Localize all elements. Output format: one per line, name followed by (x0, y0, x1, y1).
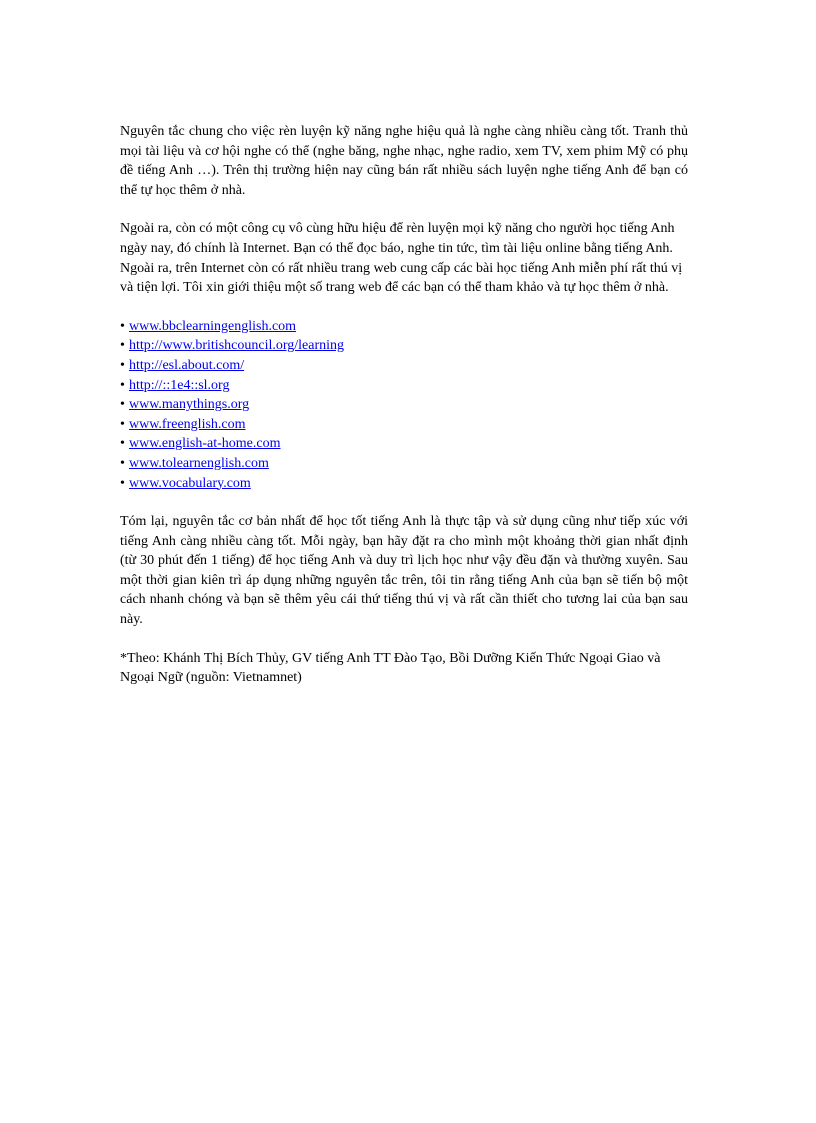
bullet-icon: • (120, 338, 125, 354)
link-manythings[interactable]: www.manythings.org (129, 397, 250, 413)
link-esl-about[interactable]: http://esl.about.com/ (129, 357, 245, 373)
bullet-icon: • (120, 455, 125, 471)
list-item (120, 376, 688, 396)
link-freenglish[interactable]: www.freenglish.com (129, 416, 246, 432)
list-item (120, 395, 688, 415)
list-item (120, 474, 688, 494)
list-item (120, 356, 688, 376)
document-body (120, 122, 688, 707)
bullet-icon: • (120, 377, 125, 393)
link-english-at-home[interactable]: www.english-at-home.com (129, 436, 281, 452)
paragraph-listening-tips: Nguyên tắc chung cho việc rèn luyện kỹ năng nghe hiệu quả là nghe càng nhiều càng tốt. Tranh thủ mọi tài liệu và cơ hội nghe có thể (nghe băng, nghe nhạc, nghe radio, xem TV, xem phim Mỹ có phụ đề tiếng Anh …). Trên thị trường hiện nay cũng bán rất nhiều sách luyện nghe tiếng Anh để bạn có thể tự học thêm ở nhà. (120, 124, 688, 198)
bullet-icon: • (120, 475, 125, 491)
bullet-icon: • (120, 416, 125, 432)
paragraph-summary: Tóm lại, nguyên tắc cơ bản nhất để học tốt tiếng Anh là thực tập và sử dụng cũng như tiếp xúc với tiếng Anh càng nhiều càng tốt. Mỗi ngày, bạn hãy đặt ra cho mình một khoảng thời gian nhất định (từ 30 phút đến 1 tiếng) để học tiếng Anh và duy trì lịch học như vậy đều đặn và thường xuyên. Sau một thời gian kiên trì áp dụng những nguyên tắc trên, tôi tin rằng tiếng Anh của bạn sẽ tiến bộ một cách nhanh chóng và bạn sẽ thêm yêu cái thứ tiếng thú vị và rất cần thiết cho tương lai của bạn sau này. (120, 514, 688, 628)
link-britishcouncil[interactable]: http://www.britishcouncil.org/learning (129, 338, 345, 354)
list-item (120, 317, 688, 337)
paragraph-source-credit: *Theo: Khánh Thị Bích Thủy, GV tiếng Anh TT Đào Tạo, Bồi Dưỡng Kiến Thức Ngoại Giao và Ngoại Ngữ (nguồn: Vietnamnet) (120, 650, 661, 686)
list-item (120, 434, 688, 454)
list-item (120, 454, 688, 474)
link-bbclearningenglish[interactable]: www.bbclearningenglish.com (129, 318, 297, 334)
list-item (120, 415, 688, 435)
bullet-icon: • (120, 357, 125, 373)
bullet-icon: • (120, 318, 125, 334)
link-tolearnenglish[interactable]: www.tolearnenglish.com (129, 455, 269, 471)
paragraph-internet-tools: Ngoài ra, còn có một công cụ vô cùng hữu hiệu để rèn luyện mọi kỹ năng cho người học tiếng Anh ngày nay, đó chính là Internet. Bạn có thể đọc báo, nghe tin tức, tìm tài liệu online bằng tiếng Anh. Ngoài ra, trên Internet còn có rất nhiều trang web cung cấp các bài học tiếng Anh miễn phí rất thú vị và tiện lợi. Tôi xin giới thiệu một số trang web để các bạn có thể tham khảo và tự học thêm ở nhà. (120, 221, 683, 296)
list-item (120, 336, 688, 356)
link-1e4sl[interactable]: http://::1e4::sl.org (129, 377, 230, 393)
link-vocabulary[interactable]: www.vocabulary.com (129, 475, 251, 491)
bullet-icon: • (120, 397, 125, 413)
bullet-icon: • (120, 436, 125, 452)
website-link-list (120, 317, 688, 493)
